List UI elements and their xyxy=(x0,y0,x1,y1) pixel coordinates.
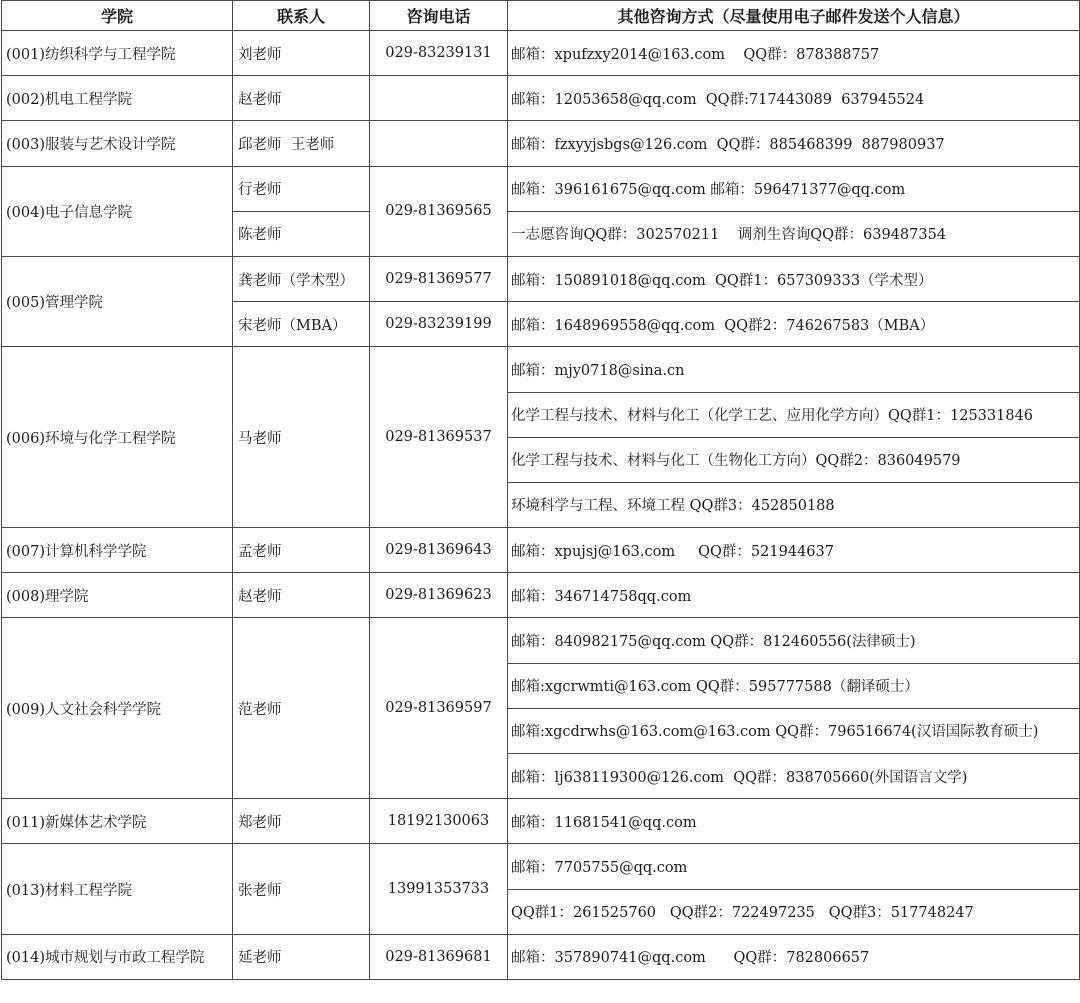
table-row xyxy=(2,528,1080,573)
table-row xyxy=(2,934,1080,979)
phone-number: 029-83239199 xyxy=(370,302,508,347)
other-contact: 邮箱：1648969558@qq.com QQ群2：746267583（MBA） xyxy=(508,302,1080,347)
other-contact: 邮箱：lj638119300@126.com QQ群：838705660(外国语言文学) xyxy=(508,754,1080,799)
other-contact: 邮箱：840982175@qq.com QQ群：812460556(法律硕士) xyxy=(508,618,1080,663)
other-contact: 邮箱：11681541@qq.com xyxy=(508,799,1080,844)
contact-person: 赵老师 xyxy=(233,76,370,121)
contact-person: 宋老师（MBA） xyxy=(233,302,370,347)
other-contact: 邮箱:xgcrwmti@163.com QQ群：595777588（翻译硕士） xyxy=(508,663,1080,708)
other-contact: 邮箱：7705755@qq.com xyxy=(508,844,1080,889)
contact-table xyxy=(1,0,1080,980)
college-name: (011)新媒体艺术学院 xyxy=(2,799,233,844)
header-phone: 咨询电话 xyxy=(370,1,508,31)
college-name: (003)服装与艺术设计学院 xyxy=(2,121,233,166)
other-contact: 邮箱：346714758qq.com xyxy=(508,573,1080,618)
table-row xyxy=(2,347,1080,392)
phone-number: 029-81369597 xyxy=(370,618,508,799)
other-contact: 邮箱：xpufzxy2014@163.com QQ群：878388757 xyxy=(508,31,1080,76)
other-contact: 邮箱：396161675@qq.com 邮箱：596471377@qq.com xyxy=(508,166,1080,211)
college-name: (009)人文社会科学学院 xyxy=(2,618,233,799)
other-contact: 邮箱：xpujsj@163.com QQ群：521944637 xyxy=(508,528,1080,573)
phone-number: 13991353733 xyxy=(370,844,508,934)
college-name: (006)环境与化学工程学院 xyxy=(2,347,233,528)
header-contact: 联系人 xyxy=(233,1,370,31)
phone-number: 029-81369643 xyxy=(370,528,508,573)
college-name: (004)电子信息学院 xyxy=(2,166,233,256)
table-row xyxy=(2,844,1080,889)
other-contact: QQ群1：261525760 QQ群2：722497235 QQ群3：517748247 xyxy=(508,889,1080,934)
contact-person: 张老师 xyxy=(233,844,370,934)
other-contact: 邮箱：150891018@qq.com QQ群1：657309333（学术型） xyxy=(508,256,1080,301)
phone-number: 029-81369537 xyxy=(370,347,508,528)
other-contact: 环境科学与工程、环境工程 QQ群3：452850188 xyxy=(508,482,1080,527)
phone-number: 029-81369577 xyxy=(370,256,508,301)
header-row xyxy=(2,1,1080,31)
phone-number xyxy=(370,76,508,121)
table-row xyxy=(2,573,1080,618)
other-contact: 邮箱：fzxyyjsbgs@126.com QQ群：885468399 887980937 xyxy=(508,121,1080,166)
phone-number: 029-81369565 xyxy=(370,166,508,256)
other-contact: 一志愿咨询QQ群：302570211 调剂生咨询QQ群：639487354 xyxy=(508,211,1080,256)
phone-number xyxy=(370,121,508,166)
table-row xyxy=(2,618,1080,663)
contact-person: 马老师 xyxy=(233,347,370,528)
phone-number: 18192130063 xyxy=(370,799,508,844)
college-name: (002)机电工程学院 xyxy=(2,76,233,121)
other-contact: 邮箱:xgcdrwhs@163.com@163.com QQ群：796516674(汉语国际教育硕士) xyxy=(508,708,1080,753)
contact-person: 赵老师 xyxy=(233,573,370,618)
phone-number: 029-81369623 xyxy=(370,573,508,618)
phone-number: 029-81369681 xyxy=(370,934,508,979)
phone-number: 029-83239131 xyxy=(370,31,508,76)
contact-person: 龚老师（学术型） xyxy=(233,256,370,301)
contact-person: 范老师 xyxy=(233,618,370,799)
table-row xyxy=(2,121,1080,166)
other-contact: 邮箱：mjy0718@sina.cn xyxy=(508,347,1080,392)
college-name: (007)计算机科学学院 xyxy=(2,528,233,573)
college-name: (013)材料工程学院 xyxy=(2,844,233,934)
table-row xyxy=(2,31,1080,76)
other-contact: 化学工程与技术、材料与化工（化学工艺、应用化学方向）QQ群1：125331846 xyxy=(508,392,1080,437)
college-name: (008)理学院 xyxy=(2,573,233,618)
other-contact: 邮箱：12053658@qq.com QQ群:717443089 637945524 xyxy=(508,76,1080,121)
contact-person: 郑老师 xyxy=(233,799,370,844)
contact-person: 行老师 xyxy=(233,166,370,211)
contact-person: 延老师 xyxy=(233,934,370,979)
contact-person: 孟老师 xyxy=(233,528,370,573)
header-other: 其他咨询方式（尽量使用电子邮件发送个人信息） xyxy=(508,1,1080,31)
table-row xyxy=(2,166,1080,211)
other-contact: 邮箱：357890741@qq.com QQ群：782806657 xyxy=(508,934,1080,979)
header-college: 学院 xyxy=(2,1,233,31)
college-name: (001)纺织科学与工程学院 xyxy=(2,31,233,76)
contact-person: 邱老师 王老师 xyxy=(233,121,370,166)
contact-person: 陈老师 xyxy=(233,211,370,256)
contact-person: 刘老师 xyxy=(233,31,370,76)
table-row xyxy=(2,256,1080,301)
table-row xyxy=(2,799,1080,844)
college-name: (014)城市规划与市政工程学院 xyxy=(2,934,233,979)
other-contact: 化学工程与技术、材料与化工（生物化工方向）QQ群2：836049579 xyxy=(508,437,1080,482)
college-name: (005)管理学院 xyxy=(2,256,233,346)
table-row xyxy=(2,76,1080,121)
